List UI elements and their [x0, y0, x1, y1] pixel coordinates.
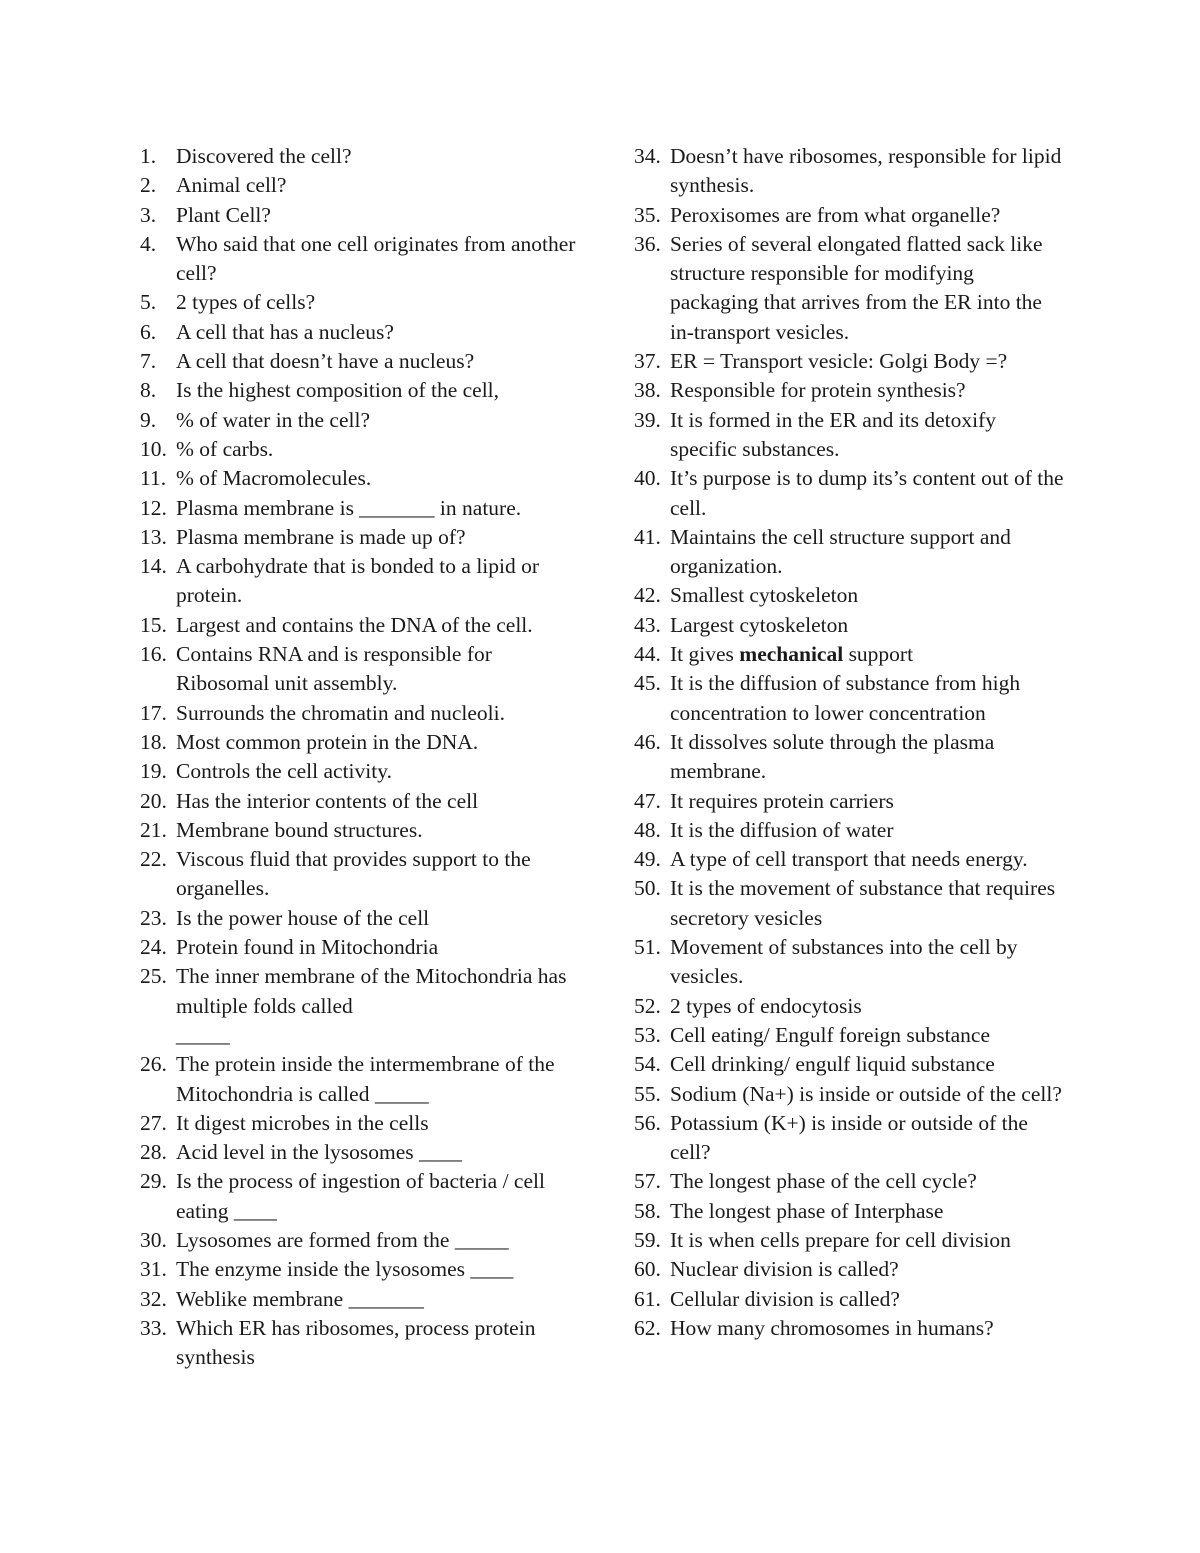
question-number: 38. — [634, 378, 661, 403]
question-number: 9. — [140, 407, 157, 432]
question-number: 5. — [140, 290, 157, 315]
question-text: Surrounds the chromatin and nucleoli. — [176, 700, 505, 725]
question-number: 56. — [634, 1110, 661, 1135]
question-blank: _____ — [176, 1022, 230, 1047]
question-item — [634, 1285, 1064, 1314]
question-item — [140, 1285, 580, 1314]
question-text: It is when cells prepare for cell division — [670, 1227, 1011, 1252]
question-number: 58. — [634, 1198, 661, 1223]
question-number: 27. — [140, 1110, 167, 1135]
question-text: Doesn’t have ribosomes, responsible for lipid synthesis. — [670, 144, 1062, 198]
question-number: 12. — [140, 495, 167, 520]
question-item — [634, 640, 1064, 669]
question-text: How many chromosomes in humans? — [670, 1315, 994, 1340]
question-text: It digest microbes in the cells — [176, 1110, 429, 1135]
question-number: 30. — [140, 1227, 167, 1252]
question-text: Acid level in the lysosomes ____ — [176, 1140, 463, 1165]
question-number: 50. — [634, 876, 661, 901]
question-text: Viscous fluid that provides support to the organelles. — [176, 847, 531, 901]
question-text: Smallest cytoskeleton — [670, 583, 859, 608]
question-text: The protein inside the intermembrane of the Mitochondria is called _____ — [176, 1052, 555, 1106]
question-text: Peroxisomes are from what organelle? — [670, 202, 1001, 227]
question-item — [634, 1109, 1064, 1168]
question-text: Animal cell? — [176, 173, 287, 198]
question-item — [634, 1226, 1064, 1255]
question-item — [140, 757, 580, 786]
question-item — [634, 1050, 1064, 1079]
question-number: 1. — [140, 144, 157, 168]
question-number: 10. — [140, 436, 167, 461]
question-item — [140, 230, 580, 289]
question-item — [140, 816, 580, 845]
question-text-bold: mechanical — [739, 642, 844, 667]
question-item — [140, 435, 580, 464]
question-number: 7. — [140, 349, 157, 374]
question-number: 40. — [634, 466, 661, 491]
question-number: 8. — [140, 378, 157, 403]
question-number: 3. — [140, 202, 157, 227]
question-text: The inner membrane of the Mitochondria has multiple folds called — [176, 964, 567, 1018]
question-number: 61. — [634, 1286, 661, 1311]
question-text: It is the diffusion of substance from high concentration to lower concentration — [670, 671, 1021, 725]
question-text: Cellular division is called? — [670, 1286, 900, 1311]
question-text: Membrane bound structures. — [176, 817, 423, 842]
question-item — [634, 230, 1064, 347]
question-number: 46. — [634, 729, 661, 754]
question-number: 4. — [140, 231, 157, 256]
question-number: 57. — [634, 1169, 661, 1194]
question-item — [140, 1109, 580, 1138]
question-number: 25. — [140, 964, 167, 989]
question-number: 51. — [634, 935, 661, 960]
question-number: 22. — [140, 847, 167, 872]
question-text: Who said that one cell originates from another cell? — [176, 231, 576, 286]
question-number: 2. — [140, 173, 157, 198]
question-text: Responsible for protein synthesis? — [670, 378, 966, 403]
question-text: Contains RNA and is responsible for Ribosomal unit assembly. — [176, 642, 492, 696]
question-text: A carbohydrate that is bonded to a lipid or protein. — [176, 554, 540, 608]
question-number: 6. — [140, 319, 157, 344]
question-number: 14. — [140, 554, 167, 579]
question-text: A type of cell transport that needs energy. — [670, 847, 1028, 872]
question-text: Plasma membrane is made up of? — [176, 524, 466, 549]
question-item — [140, 523, 580, 552]
question-item — [634, 1167, 1064, 1196]
question-item — [140, 1226, 580, 1255]
question-number: 39. — [634, 407, 661, 432]
question-item — [634, 406, 1064, 465]
question-number: 60. — [634, 1257, 661, 1282]
question-text-after: support — [843, 642, 914, 667]
question-item — [140, 552, 580, 611]
question-number: 19. — [140, 759, 167, 784]
question-text: Cell drinking/ engulf liquid substance — [670, 1052, 995, 1077]
question-item — [634, 728, 1064, 787]
question-text: Has the interior contents of the cell — [176, 788, 479, 813]
question-item — [634, 142, 1064, 201]
question-text: Protein found in Mitochondria — [176, 935, 439, 960]
question-list-left — [140, 142, 580, 1372]
question-text: Is the highest composition of the cell, — [176, 378, 500, 403]
question-number: 41. — [634, 524, 661, 549]
question-text: It’s purpose is to dump its’s content out of the cell. — [670, 466, 1064, 520]
question-item — [634, 523, 1064, 582]
question-number: 53. — [634, 1022, 661, 1047]
question-number: 49. — [634, 847, 661, 872]
question-item — [140, 376, 580, 405]
question-number: 32. — [140, 1286, 167, 1311]
question-number: 55. — [634, 1081, 661, 1106]
question-item — [140, 288, 580, 317]
question-number: 21. — [140, 817, 167, 842]
question-text: 2 types of cells? — [176, 290, 316, 315]
question-text: The enzyme inside the lysosomes ____ — [176, 1257, 514, 1282]
question-text: It dissolves solute through the plasma membrane. — [670, 729, 995, 784]
question-item — [634, 201, 1064, 230]
question-item — [634, 464, 1064, 523]
question-item — [140, 787, 580, 816]
question-text: Maintains the cell structure support and organization. — [670, 524, 1011, 579]
question-number: 26. — [140, 1052, 167, 1077]
question-text: ER = Transport vesicle: Golgi Body =? — [670, 349, 1008, 374]
question-text: It is the movement of substance that requires secretory vesicles — [670, 876, 1056, 930]
question-item — [140, 464, 580, 493]
question-item — [140, 494, 580, 523]
question-item — [140, 347, 580, 376]
question-number: 24. — [140, 935, 167, 960]
question-text: % of Macromolecules. — [176, 466, 372, 491]
question-text: % of water in the cell? — [176, 407, 371, 432]
question-number: 59. — [634, 1227, 661, 1252]
question-item — [140, 1050, 580, 1109]
question-item — [634, 845, 1064, 874]
question-item — [634, 1197, 1064, 1226]
question-item — [140, 1167, 580, 1226]
question-text: Plasma membrane is _______ in nature. — [176, 495, 522, 520]
question-text: 2 types of endocytosis — [670, 993, 862, 1018]
question-text: Discovered the cell? — [176, 144, 352, 168]
question-item — [140, 845, 580, 904]
question-number: 48. — [634, 817, 661, 842]
question-item — [140, 142, 580, 171]
question-number: 31. — [140, 1257, 167, 1282]
question-number: 16. — [140, 642, 167, 667]
question-item — [140, 728, 580, 757]
question-number: 11. — [140, 466, 167, 491]
question-number: 15. — [140, 612, 167, 637]
question-item — [634, 816, 1064, 845]
question-text: % of carbs. — [176, 436, 274, 461]
question-item — [634, 669, 1064, 728]
question-text: Series of several elongated flatted sack like structure responsible for modifying packaging that arrives from the ER into the in-transport vesicles. — [670, 231, 1043, 344]
question-item — [140, 640, 580, 699]
question-item — [140, 611, 580, 640]
question-number: 23. — [140, 905, 167, 930]
question-text — [670, 640, 1064, 669]
question-item — [140, 1255, 580, 1284]
question-text: Potassium (K+) is inside or outside of the cell? — [670, 1110, 1028, 1165]
question-text: It is formed in the ER and its detoxify specific substances. — [670, 407, 997, 461]
question-number: 36. — [634, 231, 661, 256]
question-number: 28. — [140, 1140, 167, 1165]
question-item — [140, 171, 580, 200]
question-text: Most common protein in the DNA. — [176, 729, 479, 754]
question-text: The longest phase of Interphase — [670, 1198, 944, 1223]
question-text: Sodium (Na+) is inside or outside of the cell? — [670, 1081, 1062, 1106]
question-text: Plant Cell? — [176, 202, 271, 227]
question-number: 52. — [634, 993, 661, 1018]
question-number: 54. — [634, 1052, 661, 1077]
question-number: 33. — [140, 1315, 167, 1340]
question-text: Movement of substances into the cell by vesicles. — [670, 935, 1018, 989]
question-text: Largest and contains the DNA of the cell. — [176, 612, 533, 637]
question-number: 43. — [634, 612, 661, 637]
question-item — [140, 318, 580, 347]
question-item — [140, 1314, 580, 1373]
question-item — [634, 1080, 1064, 1109]
question-number: 17. — [140, 700, 167, 725]
question-text: Is the power house of the cell — [176, 905, 430, 930]
question-item — [634, 611, 1064, 640]
question-text: Lysosomes are formed from the _____ — [176, 1227, 509, 1252]
question-item — [140, 201, 580, 230]
question-text: Which ER has ribosomes, process protein synthesis — [176, 1315, 536, 1370]
question-item — [140, 962, 580, 1050]
question-text: Cell eating/ Engulf foreign substance — [670, 1022, 991, 1047]
question-text: Weblike membrane _______ — [176, 1286, 424, 1311]
question-item — [634, 581, 1064, 610]
question-item — [634, 376, 1064, 405]
question-text: Is the process of ingestion of bacteria / cell eating ____ — [176, 1169, 545, 1223]
question-number: 45. — [634, 671, 661, 696]
question-item — [634, 874, 1064, 933]
question-item — [140, 699, 580, 728]
question-text: It requires protein carriers — [670, 788, 894, 813]
question-text: A cell that doesn’t have a nucleus? — [176, 349, 475, 374]
question-text: Controls the cell activity. — [176, 759, 392, 784]
question-number: 35. — [634, 202, 661, 227]
question-number: 34. — [634, 144, 661, 168]
question-text: The longest phase of the cell cycle? — [670, 1169, 977, 1194]
question-number: 42. — [634, 583, 661, 608]
question-number: 62. — [634, 1315, 661, 1340]
question-item — [140, 406, 580, 435]
question-number: 20. — [140, 788, 167, 813]
question-item — [634, 992, 1064, 1021]
question-item — [140, 1138, 580, 1167]
question-item — [634, 347, 1064, 376]
question-number: 13. — [140, 524, 167, 549]
question-text: Largest cytoskeleton — [670, 612, 849, 637]
question-item — [140, 933, 580, 962]
question-number: 47. — [634, 788, 661, 813]
question-number: 37. — [634, 349, 661, 374]
question-text-before: It gives — [670, 642, 740, 667]
question-item — [140, 904, 580, 933]
question-number: 18. — [140, 729, 167, 754]
question-text: A cell that has a nucleus? — [176, 319, 394, 344]
question-item — [634, 1314, 1064, 1343]
question-text: Nuclear division is called? — [670, 1257, 899, 1282]
question-item — [634, 1255, 1064, 1284]
question-item — [634, 1021, 1064, 1050]
question-number: 44. — [634, 642, 661, 667]
question-number: 29. — [140, 1169, 167, 1194]
question-item — [634, 933, 1064, 992]
question-text: It is the diffusion of water — [670, 817, 894, 842]
question-list-right — [634, 142, 1064, 1343]
question-item — [634, 787, 1064, 816]
